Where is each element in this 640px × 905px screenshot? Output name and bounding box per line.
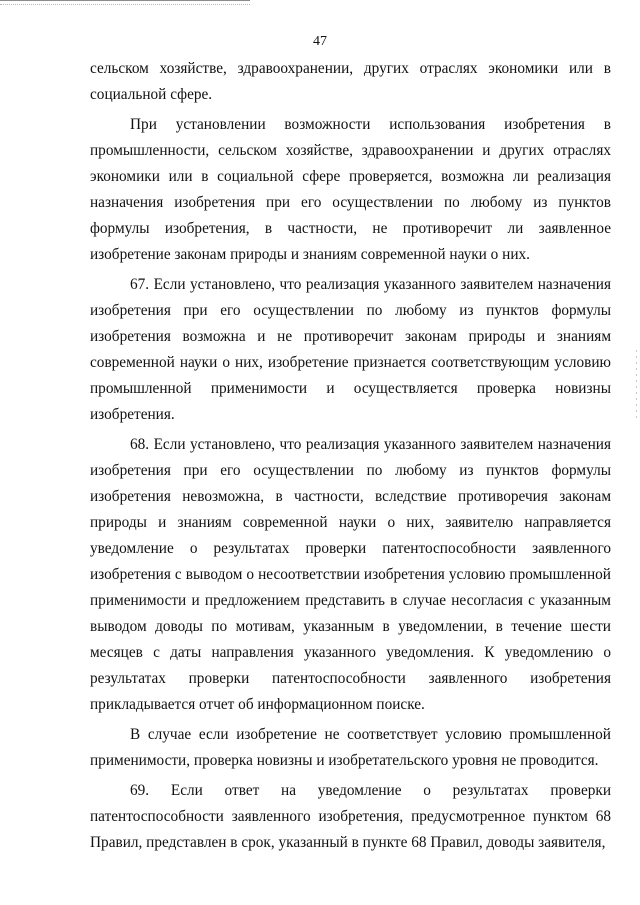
paragraph-clause-68: 68. Если установлено, что реализация указанного заявителем назначения изобретения при его осуществлении по любому из пунктов формулы изобретения невозможна, в частности, вследствие противоречия законам природы и знаниям современной науки о них, заявителю направляется уведомление о результатах проверки патентоспособности заявленного изобретения с выводом о несоответствии изобретения условию промышленной применимости и предложением представить в случае несогласия с указанным выводом доводы по мотивам, указанным в уведомлении, в течение шести месяцев с даты направления указанного уведомления. К уведомлению о результатах проверки патентоспособности заявленного изобретения прикладывается отчет об информационном поиске. (90, 436, 611, 713)
paragraph-clause-69: 69. Если ответ на уведомление о результатах проверки патентоспособности заявленного изобретения, предусмотренное пунктом 68 Правил, представлен в срок, указанный в пункте 68 Правил, доводы заявителя, (90, 782, 611, 851)
document-body (90, 56, 611, 860)
page-number: 47 (313, 34, 327, 49)
scan-top-edge-marks (0, 0, 250, 5)
paragraph-continuation: сельском хозяйстве, здравоохранении, других отраслях экономики или в социальной сфере. (90, 60, 611, 103)
paragraph-not-applicable: В случае если изобретение не соответствует условию промышленной применимости, проверка новизны и изобретательского уровня не проводится. (90, 726, 611, 769)
scan-right-edge-marks (636, 350, 637, 420)
paragraph-clause-67: 67. Если установлено, что реализация указанного заявителем назначения изобретения при его осуществлении по любому из пунктов формулы изобретения возможна и не противоречит законам природы и знаниям современной науки о них, изобретение признается соответствующим условию промышленной применимости и осуществляется проверка новизны изобретения. (90, 276, 611, 423)
paragraph-applicability-check: При установлении возможности использования изобретения в промышленности, сельском хозяйстве, здравоохранении и других отраслях экономики или в социальной сфере проверяется, возможна ли реализация назначения изобретения при его осуществлении по любому из пунктов формулы изобретения, в частности, не противоречит ли заявленное изобретение законам природы и знаниям современной науки о них. (90, 116, 611, 263)
